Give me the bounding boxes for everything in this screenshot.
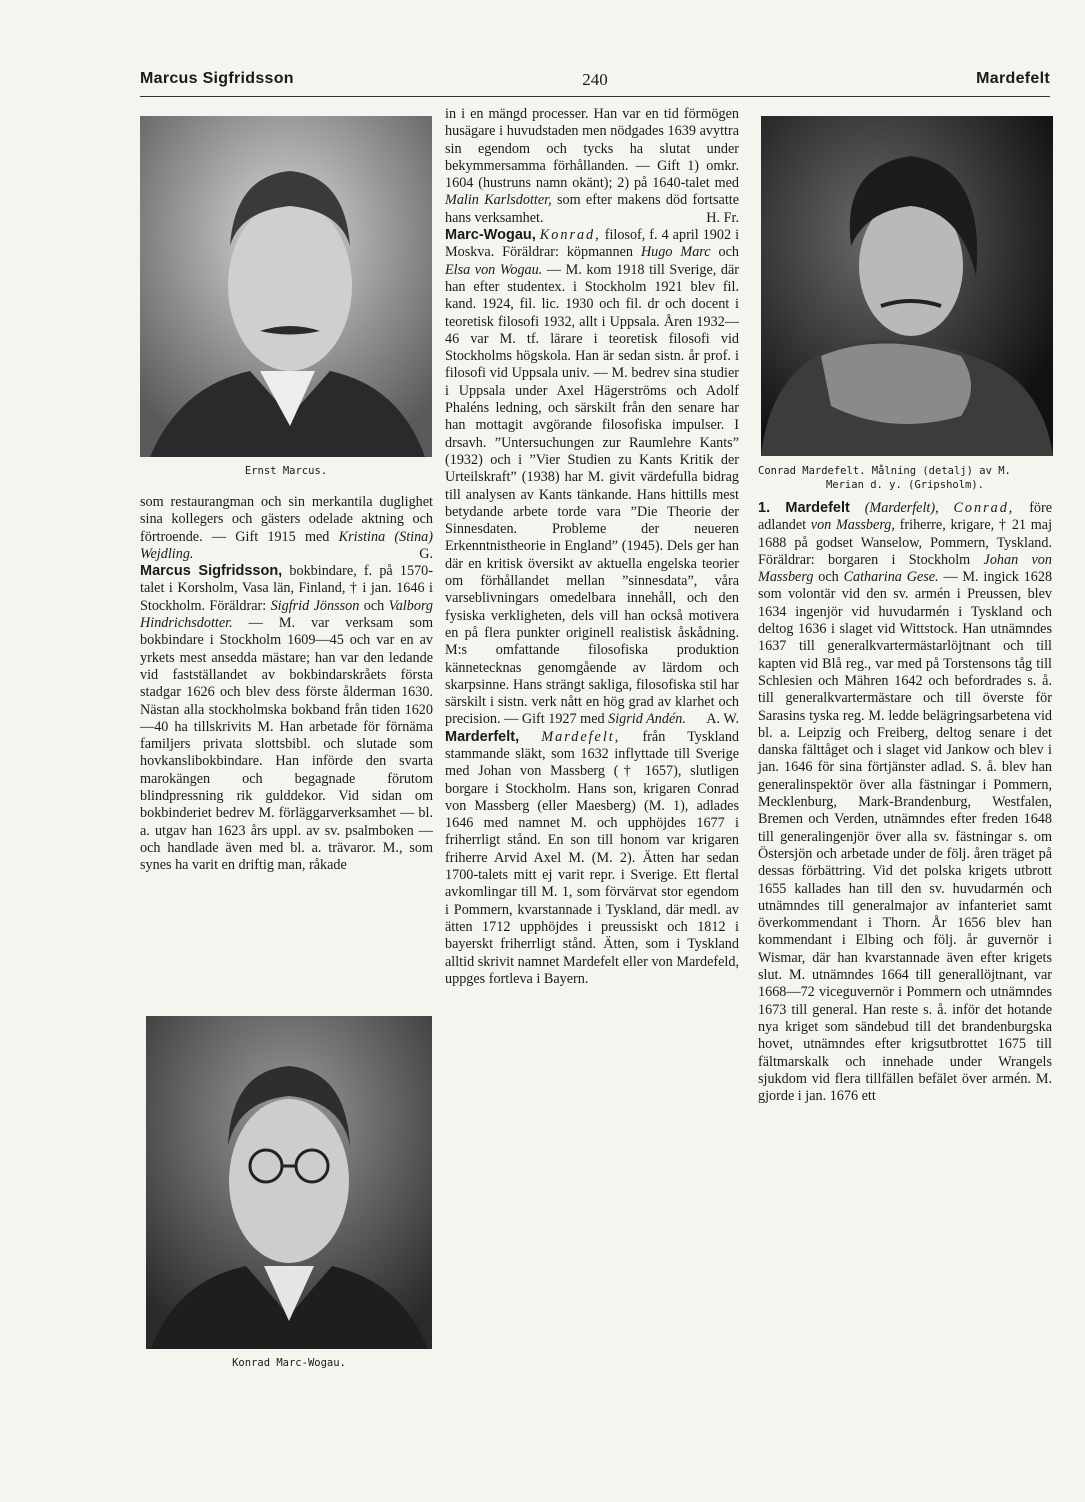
entry-title: Marderfelt,	[445, 728, 520, 745]
text-run: och	[718, 244, 740, 261]
text-run: friherre, krigare, † 21 maj 1688 på godset Wanselow, Pommern, Tyskland. Föräldrar: borgaren i Stockholm	[758, 517, 1053, 568]
header-rule	[140, 96, 1050, 97]
birth-name: von Massberg,	[810, 517, 895, 534]
paragraph	[445, 106, 739, 227]
parent-name: Catharina Gese.	[843, 569, 939, 586]
text-run: från Tyskland stammande släkt, som 1632 inflyttade till Sverige med Johan von Massberg († 1657), slutligen borgare i Stockholm. Hans son, krigaren Conrad von Massberg (eller Maesberg) (M. 1), adlades 1646 med namnet M. och upphöjdes 1677 i friherrligt stånd. En son till honom var krigaren friherre Arvid Axel M. (M. 2). Ätten har sedan 1700-talets mitt ej varit repr. i Sverige. Ett flertal avkomlingar till M. 1, som förvärvat stor egendom i Pommern, kvarstannade i Tyskland, där medl. av ätten 1712 upphöjdes i preussiskt och 1812 i bayerskt friherrligt stånd. Ätten, som i Tyskland alltid skrivit namnet Mardefelt eller von Mardefeld, uppges fortleva i Bayern.	[445, 728, 740, 987]
column-2-text	[445, 106, 739, 988]
entry-mardefelt-1	[758, 500, 1052, 1105]
running-header	[140, 70, 1050, 94]
portrait-conrad-mardefelt	[761, 116, 1053, 456]
text-run: och	[363, 597, 385, 614]
author-signature: H. Fr.	[706, 209, 739, 226]
page-number: 240	[582, 70, 608, 89]
entry-marc-wogau	[445, 227, 739, 729]
text-run: — M. var verksam som bokbindare i Stockholm 1609—45 och var en av yrkets mest ansedda mästare; han var den ledande vid fastställandet av bokbindarskråets första stadgar 1626 och blev dess förste ålderman 1630. Nästan alla stockholmska bokband från tiden 1620—40 ha tillskrivits M. Han arbetade för förnäma familjers privata slottsbibl. och slutade som hovkanslibokbindare. Han införde den svarta marokängen och begagnade förutom blindpressning rik gulddekor. Vid sidan om bokbinderiet bedrev M. förläggarverksamhet — bl. a. utgav han 1623 års uppl. av sv. psalmboken — och handlade även med bl. a. trävaror. M., som synes ha varit en driftig man, råkade	[140, 615, 433, 874]
parent-name: Sigfrid Jönsson	[270, 597, 360, 614]
parent-name: Hugo Marc	[640, 244, 711, 261]
text-run: som efter makens död fortsatte hans verksamhet.	[445, 192, 739, 226]
entry-marcus-sigfridsson	[140, 563, 433, 874]
text-run: — M. ingick 1628 som volontär vid den sv. armén i Preussen, blev 1634 ingenjör vid huvudarmén i Tyskland och deltog 1636 i slaget vid Wittstock. Han utnämndes 1637 till generalkvartermästarlöjtnant och till kapten vid Blå reg., var med på Torstensons tåg till Schlesien och Mähren 1642 och befordrades s. å. till generalkvartermästare och till överste för Sarasins tyska reg. M. ledde belägringsarbetena vid bl. a. Leipzig och Freiberg, deltog senare i det danska fälttåget och i slaget vid Jankow och blev i jan. 1646 för sina förtjänster adlad. S. å. blev han generalinspektör över alla fästningar i Pommern, Mecklenburg, Mark-Brandenburg, Westfalen, Bremen och Verden, utnämndes efter freden 1648 till generalingenjör över alla sv. fästningar s. om Östersjön och arbetade under de följ. åren träget på dessas förbättring. Vid det polska krigets utbrott 1655 kallades han till den sv. huvudarmén och utnämndes till generalmajor av infanteriet samt överkommendant i Thorn. År 1656 blev han kommendant i Elbing och följ. år guvernör i Wismar, där han kvarstannade även efter krigets slut. M. utnämndes 1664 till generallöjtnant, var 1668—72 viceguvernör i Pommern och utnämndes 1673 till general. Han reste s. å. inför det hotande nya kriget som sändebud till det brandenburgska hovet, utnämndes efter krigsutbrottet 1675 till fältmarskalk och innehade under Wrangels sjukdom vid flera tillfällen befälet över armén. M. gjorde i jan. 1676 ett	[758, 569, 1053, 1105]
caption-conrad-mardefelt	[758, 464, 1052, 492]
entry-marderfelt-family	[445, 729, 739, 988]
spouse-name: Kristina (Stina) Wejdling.	[140, 528, 434, 562]
caption-konrad-marc-wogau: Konrad Marc-Wogau.	[232, 1357, 346, 1369]
given-name: Mardefelt,	[541, 728, 621, 745]
entry-title: 1. Mardefelt	[758, 500, 850, 516]
parent-name: Elsa von Wogau.	[445, 261, 543, 278]
entry-title: Marc-Wogau,	[445, 227, 536, 244]
spouse-name: Sigrid Andén.	[608, 711, 686, 728]
alt-name: (Marderfelt),	[864, 500, 939, 516]
author-signature: G.	[419, 545, 433, 562]
parent-name: Valborg Hindrichsdotter.	[140, 597, 434, 632]
portrait-konrad-marc-wogau	[146, 1016, 432, 1349]
text-run: bokbindare, f. på 1570-talet i Korsholm, Vasa län, Finland, † i jan. 1646 i Stockholm. Föräldrar:	[140, 563, 433, 614]
column-1-text	[140, 494, 433, 875]
given-name: Konrad,	[539, 227, 601, 244]
caption-ernst-marcus: Ernst Marcus.	[244, 465, 328, 477]
given-name: Conrad,	[953, 500, 1015, 516]
text-run: — M. kom 1918 till Sverige, där han efter studentex. i Stockholm 1921 blev fil. kand. 1924, fil. lic. 1930 och fil. dr och docent i teoretisk filosofi 1932, allt i Uppsala. Åren 1932—46 var M. tf. lärare i teoretisk filosofi vid Stockholms högskola. Han är sedan sistn. år prof. i filosofi vid Uppsala univ. — M. bedrev sina studier i Uppsala under Axel Hägerströms och Adolf Phaléns ledning, och särskilt från den senare har han mottagit avgörande filosofiska impulser. I drsavh. ”Untersuchungen zur Raumlehre Kants” (1932) och i ”Vier Studien zu Kants Kritik der Urteilskraft” (1938) har M. givit värdefulla bidrag till analysen av Kants tänkande. Hans hittills mest betydande arbete torde vara ”Die Theorie der Sinnesdaten. Probleme der neueren Erkenntnistheorie in England” (1945). Dels ger han där en kritisk översikt av aktuella engelska teorier om förhållandet mellan ”sinnesdata”, våra varseblivningars omedelbara innehåll, och den fysiska verkligheten, dels vill han också motivera en på flera punkter originell realistisk åskådning. M:s omfattande filosofiska produktion kännetecknas genomgående av lärdom och skarpsinne. Hans strängt sakliga, filosofiska stil har särskilt i sistn. verk nått en hög grad av klarhet och precision. — Gift 1927 med	[445, 261, 740, 728]
spouse-name: Malin Karlsdotter,	[445, 192, 552, 209]
text-run: in i en mängd processer. Han var en tid förmögen husägare i huvudstaden men nödgades 1639 avyttra sin egendom och tycks ha slutat under bekymmersamma förhållanden. — Gift 1) omkr. 1604 (hustruns namn okänt); 2) på 1640-talet med	[445, 106, 739, 192]
caption-line: Conrad Mardefelt. Målning (detalj) av M.	[758, 465, 1011, 477]
header-left-keyword: Marcus Sigfridsson	[140, 70, 294, 87]
text-run: före adlandet	[758, 500, 1053, 534]
text-run: som restaurangman och sin merkantila duglighet sina kollegers och gästers odelade aktning och förtroende. — Gift 1915 med	[140, 494, 433, 545]
caption-line: Merian d. y. (Gripsholm).	[825, 479, 985, 491]
paragraph	[140, 494, 433, 563]
text-run: filosof, f. 4 april 1902 i Moskva. Föräldrar: köpmannen	[445, 227, 740, 261]
parent-name: Johan von Massberg	[758, 551, 1052, 586]
header-right-keyword: Mardefelt	[976, 70, 1050, 87]
author-signature: A. W.	[706, 711, 739, 728]
entry-title: Marcus Sigfridsson,	[140, 563, 283, 580]
column-3-text	[758, 500, 1052, 1105]
portrait-ernst-marcus	[140, 116, 432, 457]
text-run: och	[818, 569, 839, 586]
